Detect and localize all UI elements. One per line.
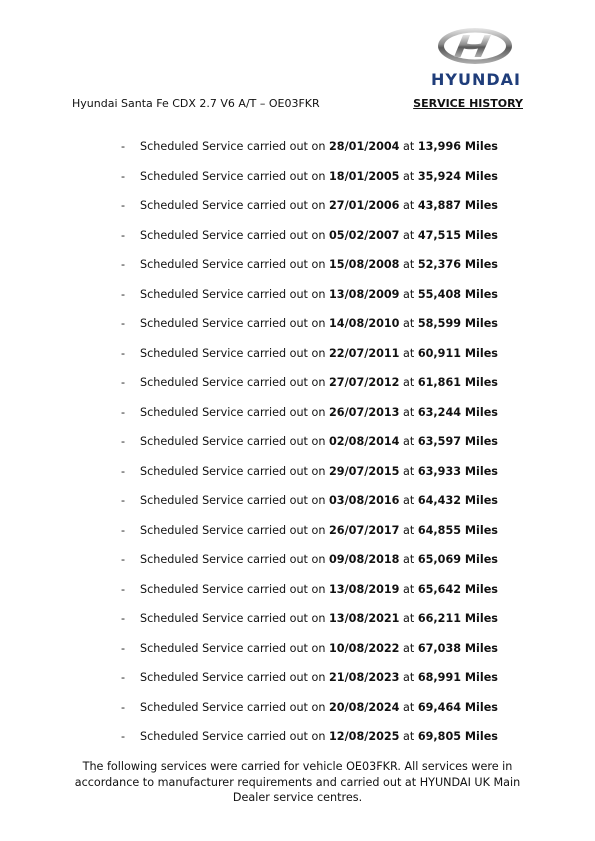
mileage-value: 13,996	[417, 140, 462, 153]
service-history-list	[121, 140, 541, 760]
service-entry	[121, 317, 541, 347]
mileage-value: 69,805	[417, 730, 462, 743]
service-entry-text	[140, 406, 498, 419]
service-prefix: Scheduled Service carried out on	[140, 287, 326, 301]
mileage-value: 65,642	[417, 582, 462, 596]
service-mileage	[418, 524, 498, 537]
service-mileage	[418, 730, 498, 743]
service-mileage	[418, 199, 498, 212]
service-prefix: Scheduled Service carried out on	[140, 169, 326, 183]
service-connector: at	[403, 228, 415, 242]
bullet-dash: -	[121, 169, 126, 183]
service-prefix: Scheduled Service carried out on	[140, 140, 326, 153]
service-mileage	[418, 288, 498, 301]
service-entry-text	[140, 494, 498, 507]
service-connector: at	[403, 700, 415, 714]
service-date: 13/08/2009	[329, 287, 400, 301]
service-connector: at	[403, 612, 415, 625]
service-date: 09/08/2018	[329, 553, 400, 566]
bullet-dash: -	[121, 671, 126, 684]
service-entry	[121, 465, 541, 495]
bullet-dash: -	[121, 730, 126, 743]
service-prefix: Scheduled Service carried out on	[140, 346, 326, 360]
service-mileage	[418, 465, 498, 478]
mileage-value: 43,887	[417, 199, 462, 212]
service-entry-text	[140, 347, 498, 360]
service-mileage	[418, 317, 498, 330]
service-entry-text	[140, 288, 498, 301]
service-date: 20/08/2024	[329, 700, 400, 714]
mileage-value: 55,408	[417, 287, 462, 301]
service-entry-text	[140, 701, 498, 714]
service-entry-text	[140, 671, 498, 684]
mileage-unit: Miles	[464, 317, 498, 330]
mileage-value: 61,861	[417, 376, 462, 389]
service-mileage	[418, 376, 498, 389]
service-entry	[121, 612, 541, 642]
service-date: 29/07/2015	[329, 464, 400, 478]
service-connector: at	[403, 641, 415, 655]
service-prefix: Scheduled Service carried out on	[140, 376, 326, 389]
service-entry	[121, 376, 541, 406]
mileage-value: 52,376	[417, 258, 462, 271]
mileage-unit: Miles	[464, 553, 498, 566]
bullet-dash: -	[121, 317, 126, 330]
service-date: 26/07/2017	[329, 523, 400, 537]
service-connector: at	[403, 671, 415, 684]
service-date: 05/02/2007	[329, 228, 400, 242]
mileage-unit: Miles	[464, 671, 498, 684]
service-connector: at	[403, 169, 415, 183]
service-connector: at	[403, 258, 415, 271]
service-entry-text	[140, 553, 498, 566]
service-entry-text	[140, 730, 498, 743]
mileage-unit: Miles	[464, 612, 498, 625]
mileage-value: 60,911	[417, 346, 462, 360]
service-mileage	[418, 406, 498, 419]
service-entry-text	[140, 199, 498, 212]
service-entry	[121, 494, 541, 524]
service-entry-text	[140, 642, 498, 655]
service-prefix: Scheduled Service carried out on	[140, 641, 326, 655]
service-entry	[121, 140, 541, 170]
service-mileage	[418, 435, 498, 448]
bullet-dash: -	[121, 376, 126, 389]
mileage-value: 35,924	[417, 169, 462, 183]
service-entry-text	[140, 435, 498, 448]
service-connector: at	[403, 730, 415, 743]
service-mileage	[418, 701, 498, 714]
mileage-unit: Miles	[464, 287, 498, 301]
service-connector: at	[403, 199, 415, 212]
service-entry	[121, 553, 541, 583]
service-prefix: Scheduled Service carried out on	[140, 435, 326, 448]
mileage-value: 64,432	[417, 494, 462, 507]
mileage-unit: Miles	[464, 199, 498, 212]
mileage-unit: Miles	[464, 140, 498, 153]
mileage-value: 47,515	[417, 228, 462, 242]
bullet-dash: -	[121, 582, 126, 596]
service-date: 03/08/2016	[329, 494, 400, 507]
service-mileage	[418, 229, 498, 242]
mileage-value: 68,991	[417, 671, 462, 684]
mileage-unit: Miles	[464, 494, 498, 507]
bullet-dash: -	[121, 140, 126, 153]
hyundai-wordmark: HYUNDAI	[431, 70, 521, 89]
hyundai-emblem-icon	[436, 26, 514, 66]
service-entry	[121, 701, 541, 731]
service-entry-text	[140, 170, 498, 183]
mileage-value: 63,244	[417, 405, 462, 419]
service-date: 27/01/2006	[329, 199, 400, 212]
service-date: 13/08/2021	[329, 612, 400, 625]
service-connector: at	[403, 287, 415, 301]
service-date: 14/08/2010	[329, 317, 400, 330]
page-title: SERVICE HISTORY	[413, 97, 523, 110]
service-prefix: Scheduled Service carried out on	[140, 317, 326, 330]
mileage-unit: Miles	[464, 169, 498, 183]
mileage-unit: Miles	[464, 641, 498, 655]
service-connector: at	[403, 553, 415, 566]
service-entry-text	[140, 140, 498, 153]
bullet-dash: -	[121, 258, 126, 271]
service-entry	[121, 229, 541, 259]
mileage-value: 58,599	[417, 317, 462, 330]
service-entry	[121, 524, 541, 554]
service-prefix: Scheduled Service carried out on	[140, 671, 326, 684]
service-prefix: Scheduled Service carried out on	[140, 199, 326, 212]
service-entry	[121, 730, 541, 760]
service-prefix: Scheduled Service carried out on	[140, 582, 326, 596]
service-date: 02/08/2014	[329, 435, 400, 448]
bullet-dash: -	[121, 199, 126, 212]
service-prefix: Scheduled Service carried out on	[140, 523, 326, 537]
service-connector: at	[403, 582, 415, 596]
service-prefix: Scheduled Service carried out on	[140, 612, 326, 625]
footer-statement: The following services were carried for vehicle OE03FKR. All services were in accordance to manufacturer requirements and carried out at HYUNDAI UK Main Dealer service centres.	[74, 760, 521, 804]
service-prefix: Scheduled Service carried out on	[140, 464, 326, 478]
service-date: 15/08/2008	[329, 258, 400, 271]
mileage-unit: Miles	[464, 258, 498, 271]
service-entry-text	[140, 229, 498, 242]
service-mileage	[418, 258, 498, 271]
service-connector: at	[403, 317, 415, 330]
bullet-dash: -	[121, 287, 126, 301]
service-entry	[121, 406, 541, 436]
service-date: 18/01/2005	[329, 169, 400, 183]
service-entry	[121, 288, 541, 318]
service-connector: at	[403, 376, 415, 389]
service-entry	[121, 642, 541, 672]
hyundai-logo	[426, 26, 526, 88]
bullet-dash: -	[121, 464, 126, 478]
service-prefix: Scheduled Service carried out on	[140, 405, 326, 419]
service-mileage	[418, 553, 498, 566]
service-date: 26/07/2013	[329, 405, 400, 419]
bullet-dash: -	[121, 435, 126, 448]
bullet-dash: -	[121, 494, 126, 507]
mileage-unit: Miles	[464, 582, 498, 596]
mileage-unit: Miles	[464, 464, 498, 478]
bullet-dash: -	[121, 228, 126, 242]
service-entry-text	[140, 583, 498, 596]
bullet-dash: -	[121, 700, 126, 714]
service-connector: at	[403, 346, 415, 360]
service-prefix: Scheduled Service carried out on	[140, 730, 326, 743]
mileage-unit: Miles	[464, 730, 498, 743]
bullet-dash: -	[121, 641, 126, 655]
service-prefix: Scheduled Service carried out on	[140, 700, 326, 714]
bullet-dash: -	[121, 553, 126, 566]
mileage-value: 67,038	[417, 641, 462, 655]
mileage-unit: Miles	[464, 700, 498, 714]
service-entry	[121, 435, 541, 465]
service-entry	[121, 199, 541, 229]
service-date: 13/08/2019	[329, 582, 400, 596]
mileage-value: 65,069	[417, 553, 462, 566]
bullet-dash: -	[121, 405, 126, 419]
bullet-dash: -	[121, 523, 126, 537]
service-entry-text	[140, 524, 498, 537]
service-connector: at	[403, 435, 415, 448]
service-mileage	[418, 170, 498, 183]
mileage-unit: Miles	[464, 228, 498, 242]
service-entry-text	[140, 612, 498, 625]
mileage-unit: Miles	[464, 376, 498, 389]
service-date: 21/08/2023	[329, 671, 400, 684]
service-mileage	[418, 494, 498, 507]
service-entry	[121, 258, 541, 288]
service-mileage	[418, 671, 498, 684]
service-entry-text	[140, 317, 498, 330]
service-mileage	[418, 642, 498, 655]
mileage-unit: Miles	[464, 405, 498, 419]
mileage-value: 63,933	[417, 464, 462, 478]
service-prefix: Scheduled Service carried out on	[140, 228, 326, 242]
mileage-unit: Miles	[464, 435, 498, 448]
mileage-value: 63,597	[417, 435, 462, 448]
service-date: 10/08/2022	[329, 641, 400, 655]
service-mileage	[418, 612, 498, 625]
mileage-value: 66,211	[417, 612, 462, 625]
service-mileage	[418, 583, 498, 596]
bullet-dash: -	[121, 346, 126, 360]
service-mileage	[418, 347, 498, 360]
service-entry-text	[140, 258, 498, 271]
mileage-unit: Miles	[464, 346, 498, 360]
mileage-unit: Miles	[464, 523, 498, 537]
vehicle-description: Hyundai Santa Fe CDX 2.7 V6 A/T – OE03FKR	[72, 97, 320, 110]
service-connector: at	[403, 405, 415, 419]
service-entry-text	[140, 465, 498, 478]
mileage-value: 64,855	[417, 523, 462, 537]
service-date: 22/07/2011	[329, 346, 400, 360]
service-prefix: Scheduled Service carried out on	[140, 553, 326, 566]
service-date: 12/08/2025	[329, 730, 400, 743]
mileage-value: 69,464	[417, 700, 462, 714]
service-entry	[121, 170, 541, 200]
service-connector: at	[403, 140, 415, 153]
service-entry	[121, 583, 541, 613]
service-date: 28/01/2004	[329, 140, 400, 153]
service-entry-text	[140, 376, 498, 389]
service-entry	[121, 347, 541, 377]
bullet-dash: -	[121, 612, 126, 625]
service-connector: at	[403, 523, 415, 537]
service-prefix: Scheduled Service carried out on	[140, 258, 326, 271]
service-date: 27/07/2012	[329, 376, 400, 389]
service-entry	[121, 671, 541, 701]
service-connector: at	[403, 464, 415, 478]
service-mileage	[418, 140, 498, 153]
service-connector: at	[403, 494, 415, 507]
service-prefix: Scheduled Service carried out on	[140, 494, 326, 507]
